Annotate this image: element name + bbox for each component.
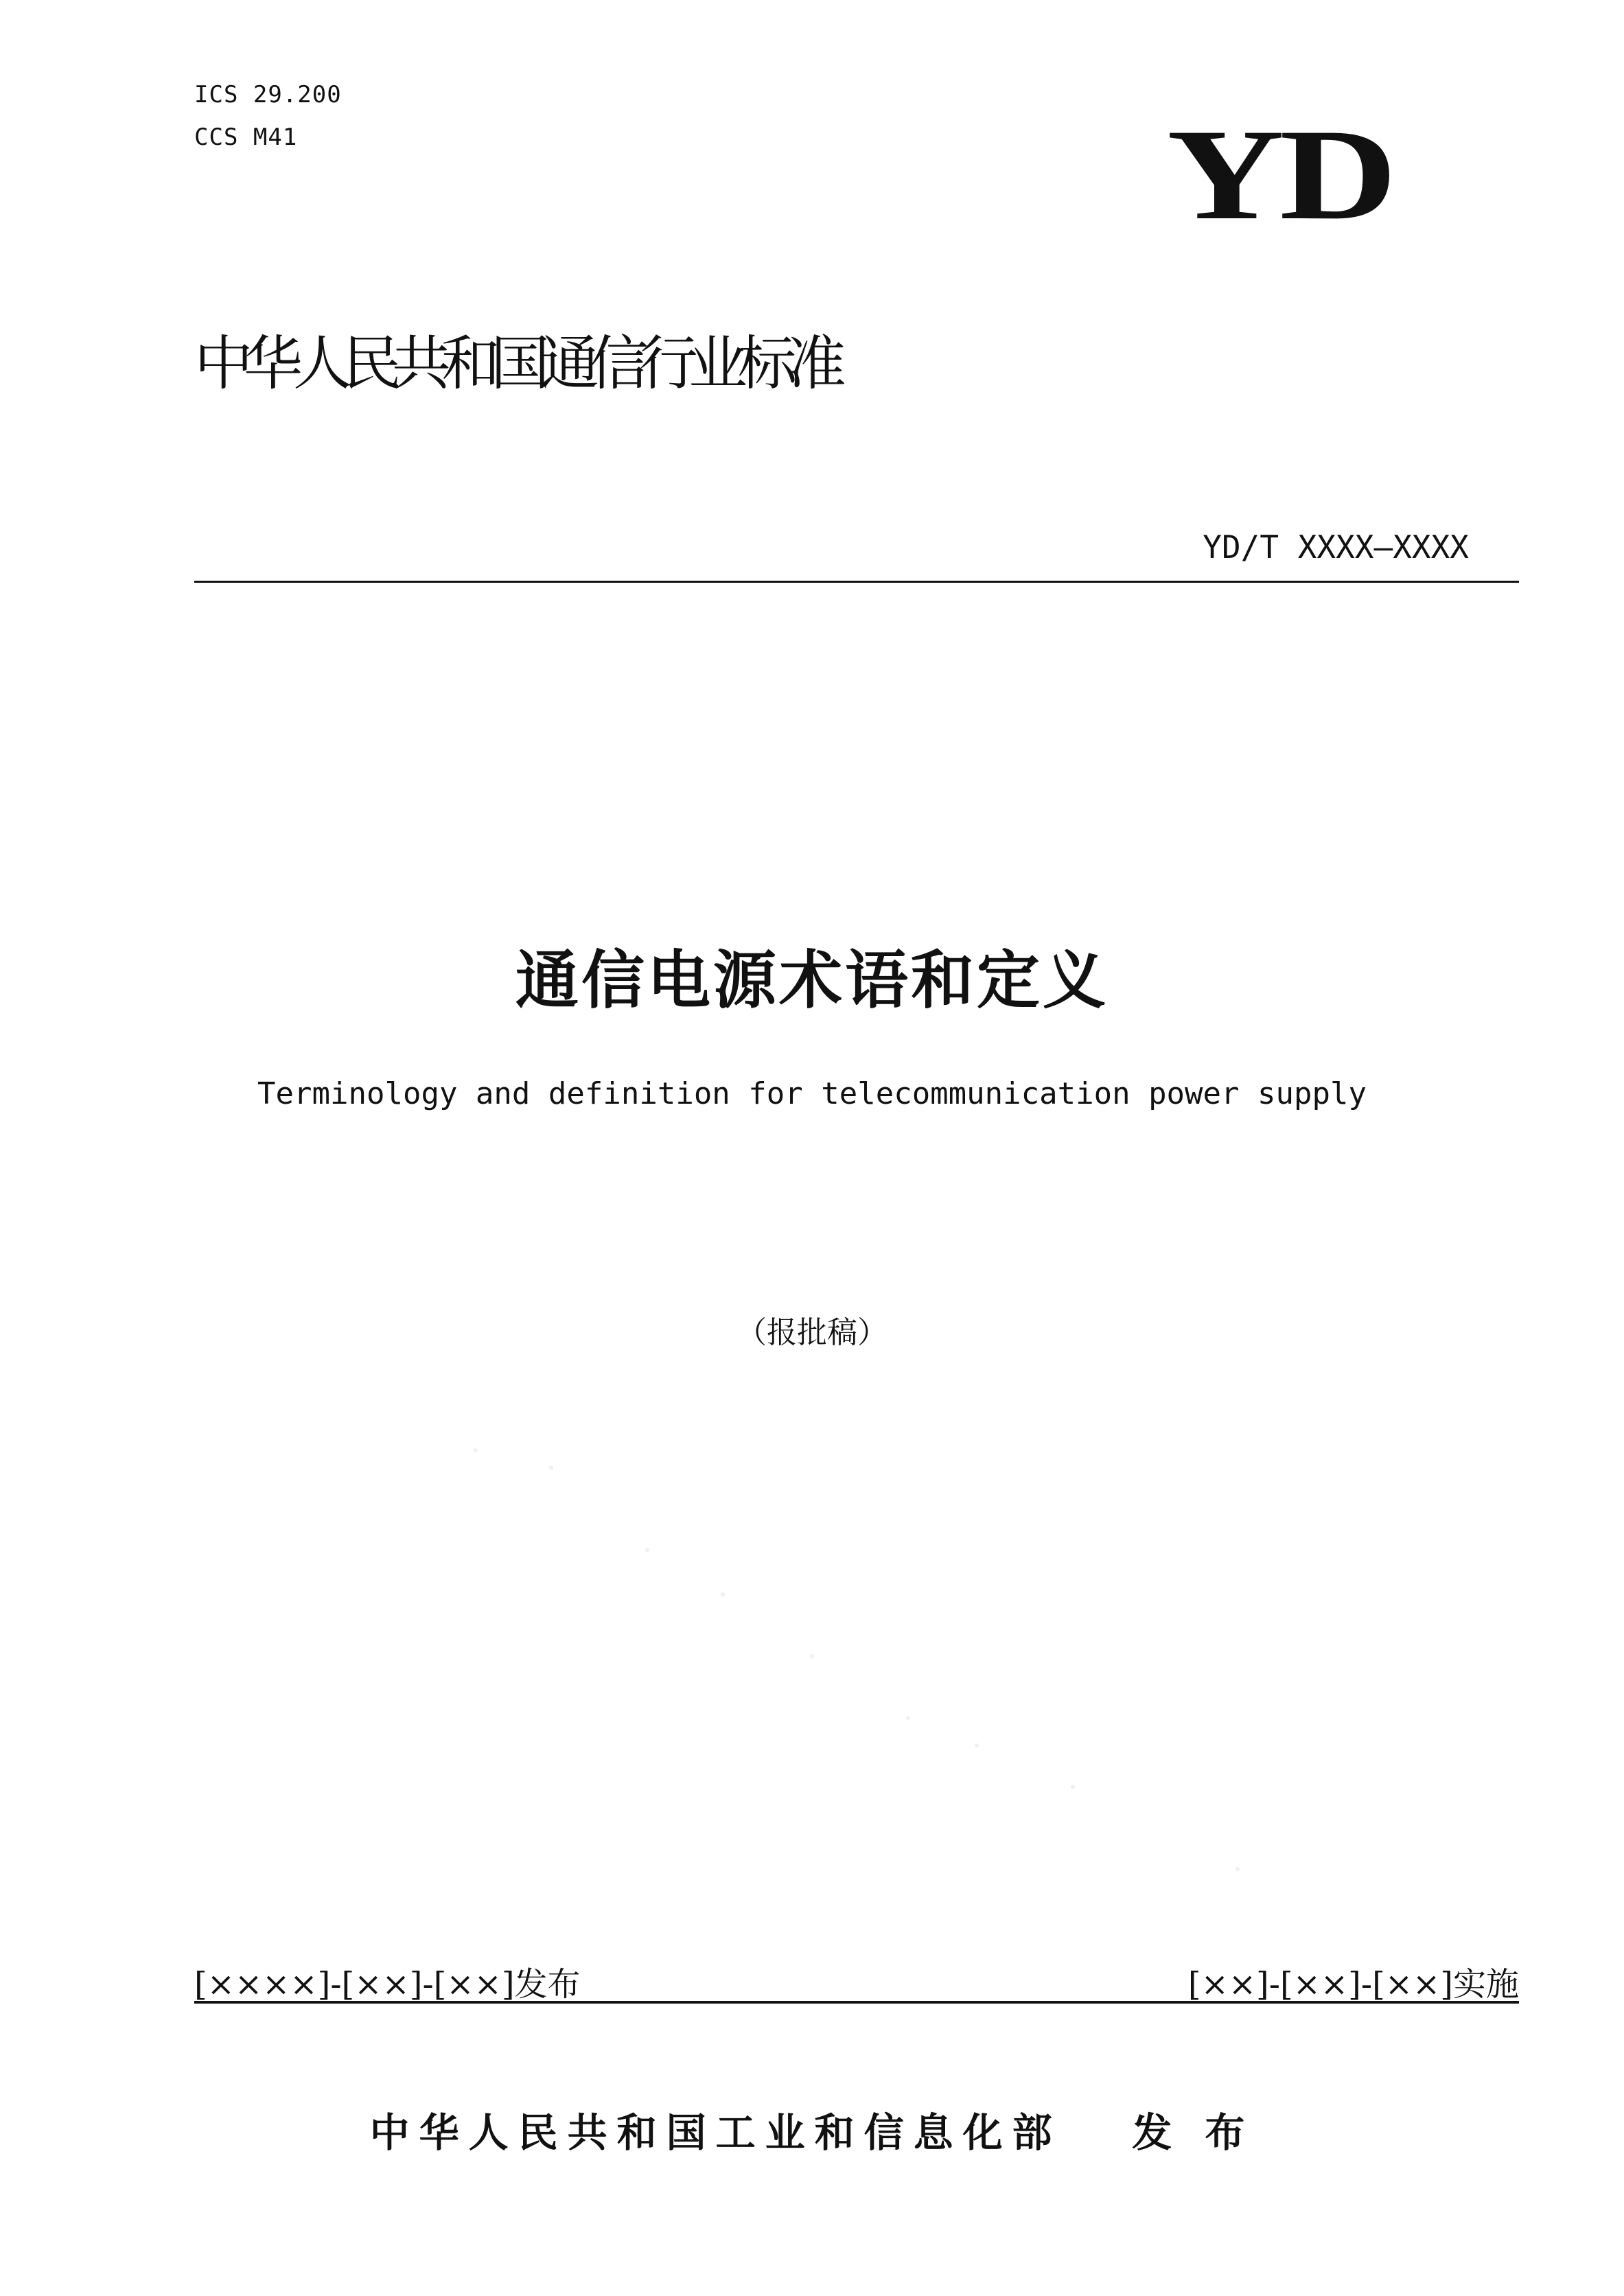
release-date: [××××]-[××]-[××]发布 [194, 1965, 581, 2004]
document-title-chinese: 通信电源术语和定义 [515, 944, 1109, 1017]
draft-status: （报批稿） [736, 1315, 888, 1350]
standard-category: 中华人民共和国通信行业标准 [194, 329, 837, 398]
yd-logo: YD [1167, 103, 1393, 247]
publisher: 中华人民共和国工业和信息化部 发 布 [369, 2109, 1255, 2156]
ccs-code: CCS M41 [194, 124, 298, 151]
top-rule-divider [194, 581, 1519, 583]
bottom-rule-divider [194, 2001, 1519, 2004]
implementation-date: [××]-[××]-[××]实施 [1187, 1965, 1519, 2004]
document-title-english: Terminology and definition for telecommunication power supply [257, 1076, 1367, 1111]
standard-number: YD/T XXXX—XXXX [1203, 529, 1469, 566]
ics-code: ICS 29.200 [194, 81, 342, 108]
